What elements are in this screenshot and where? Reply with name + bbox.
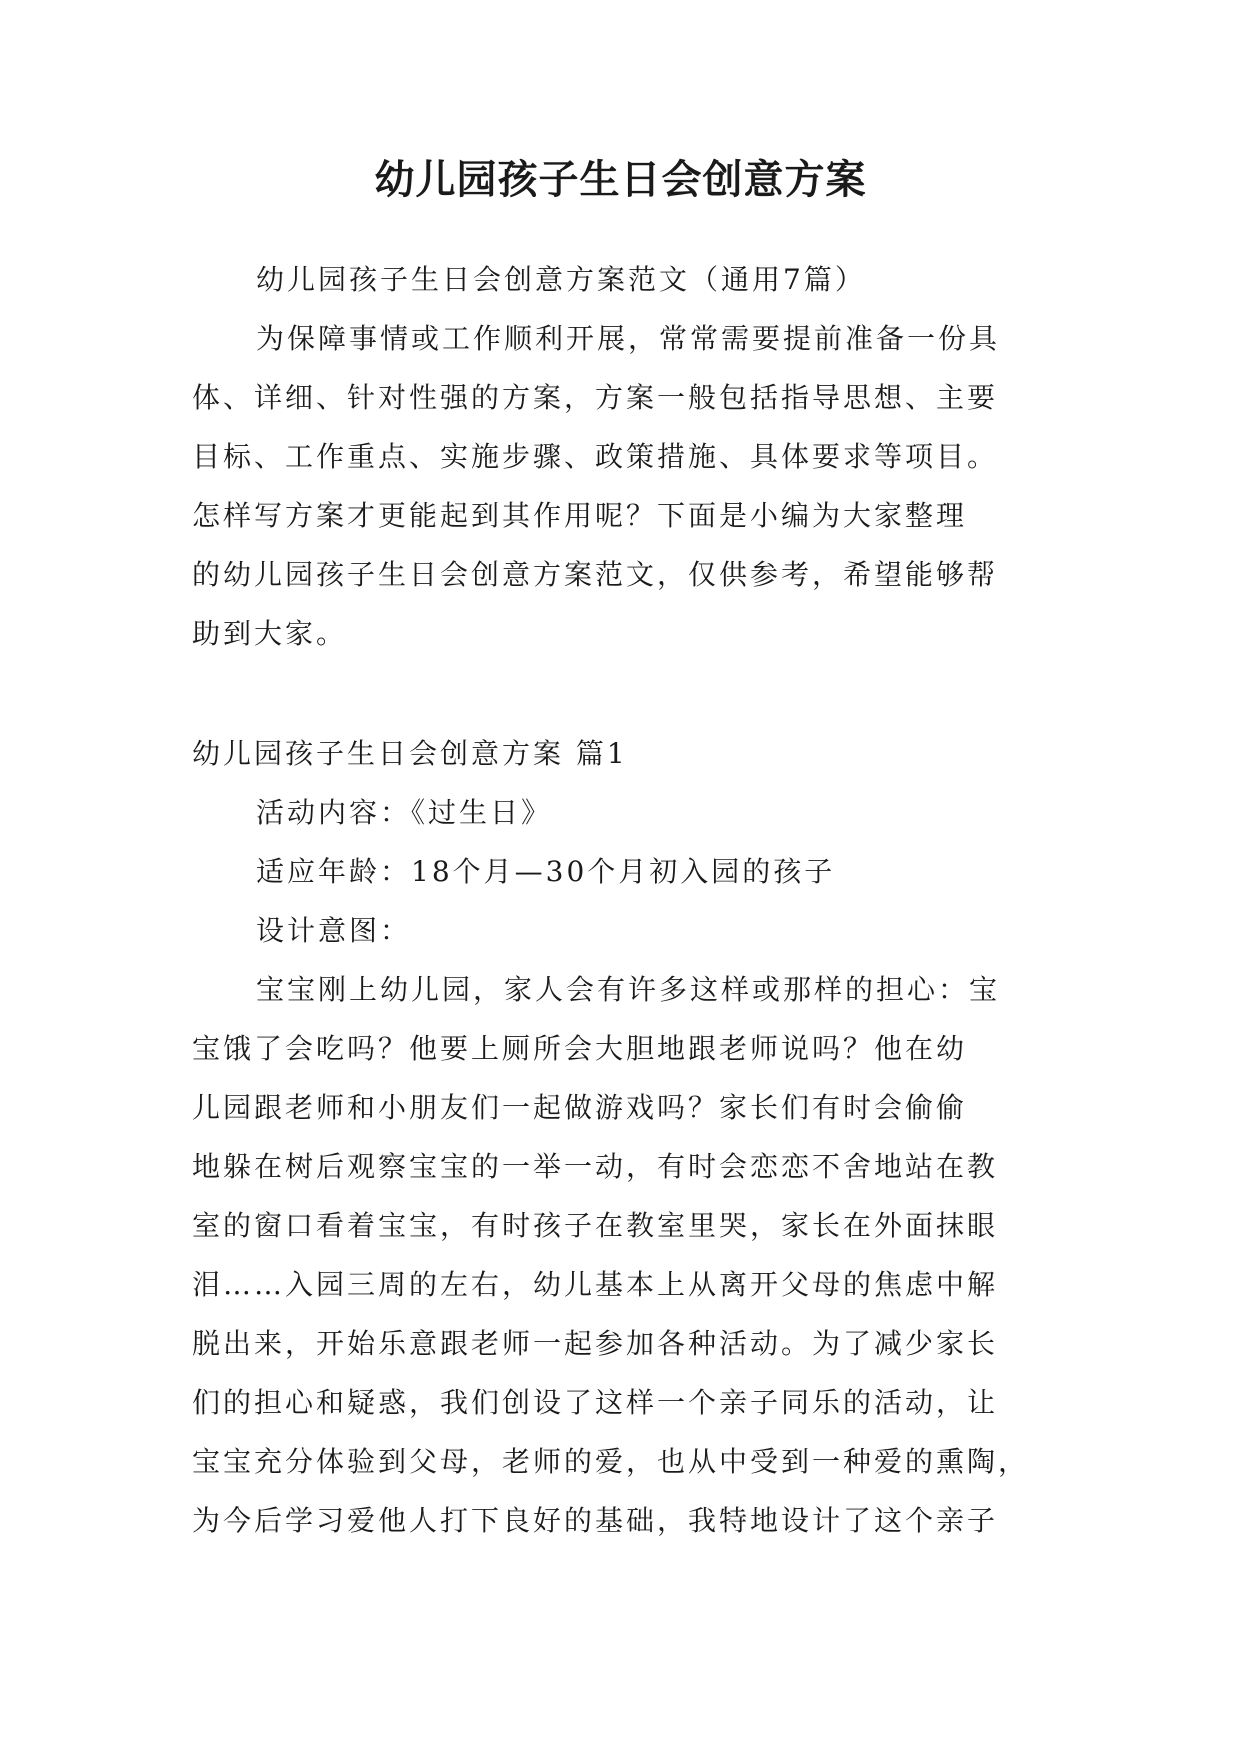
design-intent-label: 设计意图：	[256, 914, 412, 947]
paragraph-line: 怎样写方案才更能起到其作用呢？下面是小编为大家整理	[192, 499, 968, 532]
document-body	[192, 250, 1052, 1550]
paragraph-line: 脱出来，开始乐意跟老师一起参加各种活动。为了减少家长	[192, 1327, 999, 1360]
paragraph-line: 助到大家。	[192, 617, 348, 650]
paragraph-line: 的幼儿园孩子生日会创意方案范文，仅供参考，希望能够帮	[192, 558, 999, 591]
section-spacer	[192, 663, 1052, 724]
paragraph-line: 为今后学习爱他人打下良好的基础，我特地设计了这个亲子	[192, 1504, 999, 1537]
activity-content: 活动内容：《过生日》	[256, 796, 553, 829]
paragraph-line: 体、详细、针对性强的方案，方案一般包括指导思想、主要	[192, 381, 999, 414]
document-title: 幼儿园孩子生日会创意方案	[374, 157, 867, 203]
paragraph-line: 泪……入园三周的左右，幼儿基本上从离开父母的焦虑中解	[192, 1268, 999, 1301]
section-heading: 幼儿园孩子生日会创意方案 篇1	[192, 737, 628, 770]
paragraph-line: 宝宝充分体验到父母，老师的爱，也从中受到一种爱的熏陶，	[192, 1445, 1030, 1478]
paragraph-line: 目标、工作重点、实施步骤、政策措施、具体要求等项目。	[192, 440, 999, 473]
paragraph-line: 们的担心和疑惑，我们创设了这样一个亲子同乐的活动，让	[192, 1386, 999, 1419]
paragraph-line: 地躲在树后观察宝宝的一举一动，有时会恋恋不舍地站在教	[192, 1150, 999, 1183]
intro-heading: 幼儿园孩子生日会创意方案范文（通用7篇）	[256, 263, 866, 296]
paragraph-line: 宝饿了会吃吗？他要上厕所会大胆地跟老师说吗？他在幼	[192, 1032, 968, 1065]
paragraph-line: 为保障事情或工作顺利开展，常常需要提前准备一份具	[256, 322, 1001, 355]
paragraph-line: 儿园跟老师和小朋友们一起做游戏吗？家长们有时会偷偷	[192, 1091, 968, 1124]
paragraph-line: 宝宝刚上幼儿园，家人会有许多这样或那样的担心：宝	[256, 973, 1001, 1006]
paragraph-line: 室的窗口看着宝宝，有时孩子在教室里哭，家长在外面抹眼	[192, 1209, 999, 1242]
suitable-age: 适应年龄：18个月—30个月初入园的孩子	[256, 855, 836, 888]
